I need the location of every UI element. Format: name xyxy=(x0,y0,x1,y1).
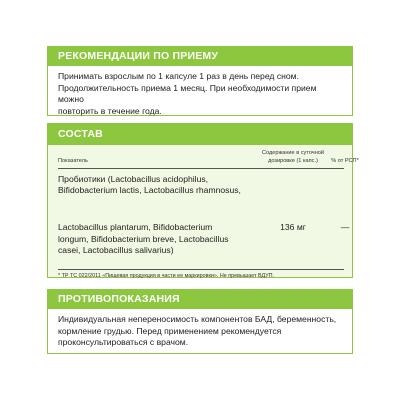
ingredient-line: Пробиотики (Lactobacillus acidophilus, xyxy=(58,174,209,184)
recommendations-line: Продолжительность приема 1 месяц. При необходимости прием можно xyxy=(58,82,317,104)
recommendations-title: РЕКОМЕНДАЦИИ ПО ПРИЕМУ xyxy=(48,47,352,66)
column-header-dose-line: Содержание в суточной xyxy=(261,150,325,156)
column-header-name: Показатель xyxy=(58,158,88,164)
contraindications-line: проконсультироваться с врачом. xyxy=(58,337,189,347)
footnote: * ТР ТС 022/2011 «Пищевая продукция в части ее маркировки». Не превышает ВДУП. xyxy=(58,269,344,279)
table-row xyxy=(58,169,350,269)
composition-card xyxy=(47,123,359,279)
ingredient-line: Lactobacillus plantarum, Bifidobacterium xyxy=(58,222,213,233)
ingredient-group-2 xyxy=(58,222,248,256)
recommendations-text xyxy=(48,66,352,123)
column-header-dose xyxy=(258,150,328,165)
composition-table xyxy=(48,145,359,269)
contraindications-card xyxy=(47,289,353,354)
ingredient-group-1 xyxy=(58,174,248,196)
composition-title: СОСТАВ xyxy=(48,124,352,145)
recommendations-card xyxy=(47,46,353,116)
recommendations-line: повторить в течение года. xyxy=(58,105,162,116)
ingredient-line: casei, Lactobacillus salivarius) xyxy=(58,244,174,255)
contraindications-text xyxy=(48,309,352,355)
table-header-row xyxy=(58,145,359,169)
contraindications-title: ПРОТИВОПОКАЗАНИЯ xyxy=(48,290,352,309)
column-header-dose-line: дозировке (1 капс.) xyxy=(268,157,318,164)
recommendations-line: Принимать взрослым по 1 капсуле 1 раз в день перед сном. xyxy=(58,71,299,81)
ingredient-names xyxy=(58,174,248,256)
contraindications-line: кормление грудью. Перед применением рекомендуется xyxy=(58,325,282,336)
ingredient-line: Bifidobacterium lactis, Lactobacillus rhamnosus, xyxy=(58,185,241,196)
ingredient-line: longum, Bifidobacterium breve, Lactobacillus xyxy=(58,233,229,244)
column-header-rsp: % от РСП* xyxy=(331,158,359,164)
contraindications-line: Индивидуальная непереносимость компонентов БАД, беременность, xyxy=(58,314,337,324)
rsp-value: — xyxy=(340,222,350,232)
dose-value: 136 мг xyxy=(280,222,306,232)
